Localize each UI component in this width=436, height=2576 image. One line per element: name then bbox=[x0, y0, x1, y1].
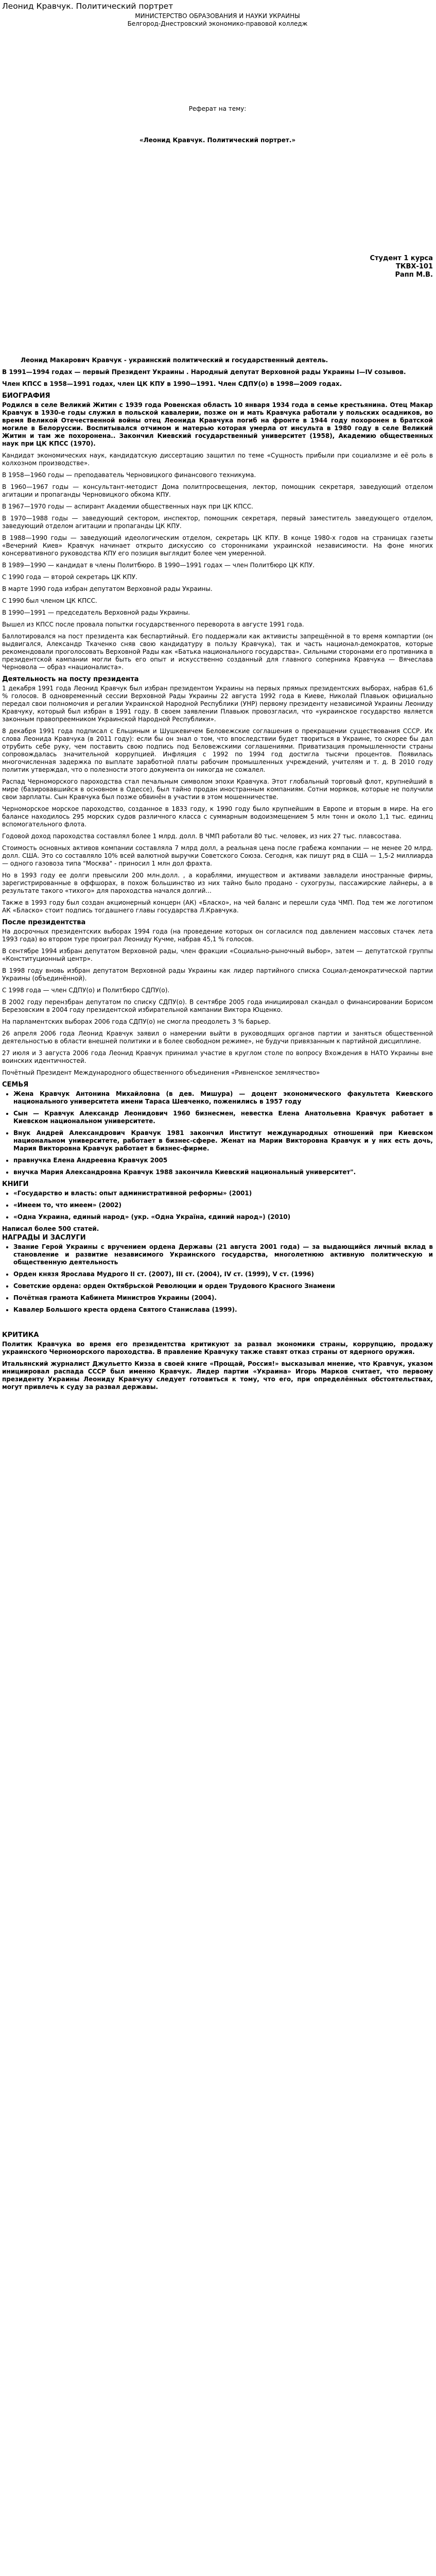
presidency-paragraph: Распад Черноморского пароходства стал печальным символом эпохи Кравчука. Этот глобальный торговый флот, крупнейший в мире (базировавшийся в основном в Одессе), был тайно продан иностранным компаниям. Сотни моряков, которые не получили свои зарплаты. Сын Кравчука был позже обвинён в участии в этом мошенничестве. bbox=[2, 778, 433, 801]
section-heading-awards: НАГРАДЫ И ЗАСЛУГИ bbox=[2, 1234, 86, 1242]
bio-paragraph: В 1988—1990 годы — заведующий идеологическим отделом, секретарь ЦК КПУ. В конце 1980-х годов на страницах газеты «Вечерний Киев» Кравчук начинает открыто дискуссию со сторонниками украинской независимости. На фоне многих консервативного руководства КПУ его позиция выглядит более чем умеренной. bbox=[2, 534, 433, 557]
bio-paragraph: В 1970—1988 годы — заведующий сектором, инспектор, помощник секретаря, первый заместитель заведующего отделом, заведующий отделом агитации и пропаганды ЦК КПУ. bbox=[2, 515, 433, 530]
presidency-paragraph: Стоимость основных активов компании составляла 7 млрд долл, а реальная цена после грабежа компании — не менее 20 млрд. долл. США. Это со составляло 10% всей валютной выручки Советского Союза. Сегодня, как пишут ряд в США — 1,5-2 миллиарда — одного газовоза типа "Москва" - приносил 1 млн дол фрахта. bbox=[2, 844, 433, 867]
document-title: Леонид Кравчук. Политический портрет bbox=[2, 2, 173, 11]
book-item: • «Имеем то, что имеем» (2002) bbox=[13, 1201, 433, 1209]
section-heading-presidency: Деятельность на посту президента bbox=[2, 675, 139, 683]
intro-paragraph: В 1991—1994 годах — первый Президент Украины . Народный депутат Верховной рады Украины I—IV созывов. bbox=[2, 368, 406, 376]
bio-paragraph: С 1990 был членом ЦК КПСС. bbox=[2, 597, 97, 604]
after-paragraph: 26 апреля 2006 года Леонид Кравчук заявил о намерении выйти в руководящих органов партии и заняться общественной деятельностью в области внешней политики и в более свободном режиме», не будучи привязанным к партийной дисциплине. bbox=[2, 1030, 433, 1045]
bio-paragraph: Кандидат экономических наук, кандидатскую диссертацию защитил по теме «Сущность прибыли при социализме и её роль в колхозном производстве». bbox=[2, 452, 433, 467]
awards-list bbox=[2, 1243, 433, 1314]
presidency-paragraph: 1 декабря 1991 года Леонид Кравчук был избран президентом Украины на первых прямых президентских выборах, набрав 61,6 % голосов. В одновременный сессии Верховной Рады Украины 22 августа 1992 года в Киеве, Николай Плавьюк официально передал свои полномочия и регалии Украинской Народной Республики (УНР) первому президенту независимой Украины Леониду Кравчуку, который был избран в 1991 году. В своем заявлении Плавьюк провозгласил, что «украинское государство является законным правопреемником Украинской Народной Республики». bbox=[2, 685, 433, 723]
bio-paragraph: Родился в селе Великий Житин с 1939 года Ровенская область 10 января 1934 года в семье крестьянина. Отец Макар Кравчук в 1930-е годы служил в польской кавалерии, позже он и мать Кравчука работали у польских осадников, во время Великой Отечественной войны отец Леонида Кравчука погиб на фронте в 1944 году похоронен в братской могиле в Белоруссии. Воспитывался отчимом и матерью которая умерла от инсульта в 1980 году в селе Великий Житин и там же похоронена.. Закончил Киевский государственный университет (1958), Академию общественных наук при ЦК КПСС (1970). bbox=[2, 401, 433, 447]
referat-label: Реферат на тему: bbox=[188, 105, 247, 112]
award-item: • Орден князя Ярослава Мудрого II ст. (2007), III ст. (2004), IV ст. (1999), V ст. (1996) bbox=[13, 1270, 433, 1278]
after-paragraph: В сентябре 1994 избран депутатом Верховной рады, член фракции «Социально-рыночный выбор», затем — депутатской группы «Конституционный центр». bbox=[2, 947, 433, 962]
section-heading-criticism: КРИТИКА bbox=[2, 1331, 39, 1339]
bio-paragraph: В 1989—1990 — кандидат в члены Политбюро. В 1990—1991 годах — член Политбюро ЦК КПУ. bbox=[2, 562, 315, 569]
bio-paragraph: С 1990 года — второй секретарь ЦК КПУ. bbox=[2, 573, 137, 581]
after-paragraph: В 1998 году вновь избран депутатом Верховной рады Украины как лидер партийного списка Социал-демократической партии Украины (объединённой). bbox=[2, 967, 433, 982]
intro-paragraph: Член КПСС в 1958—1991 годах, член ЦК КПУ в 1990—1991. Член СДПУ(о) в 1998—2009 годах. bbox=[2, 380, 342, 387]
book-item: • «Государство и власть: опыт административной реформы» (2001) bbox=[13, 1190, 433, 1197]
family-item: • внучка Мария Александровна Кравчук 1988 закончила Киевский национальный университет". bbox=[13, 1168, 433, 1176]
presidency-paragraph: Годовой доход пароходства составлял более 1 млрд. долл. В ЧМП работали 80 тыс. человек, из них 27 тыс. плавсостава. bbox=[2, 833, 402, 840]
family-item: • правнучка Елена Андреевна Кравчук 2005 bbox=[13, 1157, 433, 1164]
presidency-paragraph: Черноморское морское пароходство, созданное в 1833 году, к 1990 году было крупнейшим в Европе и вторым в мире. На его балансе находилось 295 морских судов различного класса с суммарным водоизмещением 5 млн тонн и около 1,1 тыс. единиц вспомогательного флота. bbox=[2, 805, 433, 828]
family-item: • Сын — Кравчук Александр Леонидович 1960 бизнесмен, невестка Елена Анатольевна Кравчук работает в Киевском национальном университете. bbox=[13, 1110, 433, 1125]
after-paragraph: На досрочных президентских выборах 1994 года (на проведение которых он согласился под давлением массовых стачек лета 1993 года) во втором туре проиграл Леониду Кучме, набрав 45,1 % голосов. bbox=[2, 928, 433, 943]
after-paragraph: На парламентских выборах 2006 года СДПУ(о) не смогла преодолеть 3 % барьер. bbox=[2, 1018, 271, 1025]
author-name: Рапп М.В. bbox=[395, 271, 433, 279]
referat-title: «Леонид Кравчук. Политический портрет.» bbox=[139, 137, 296, 144]
section-heading-books: КНИГИ bbox=[2, 1180, 29, 1188]
presidency-paragraph: 8 декабря 1991 года подписал с Ельциным и Шушкевичем Беловежские соглашения о прекращении существования СССР. Их слова Леонида Кравчука (в 2011 году): если бы он знал о том, что впоследствии будет твориться в Украине, то скорее бы дал отрубить себе руку, чем поставить свою подпись под Беловежскими соглашениями. Приватизация промышленности страны сопровождалась значительной коррупцией. Инфляция с 1992 по 1994 год достигла тысячи процентов. Появилась многочисленная задержка по выплате заработной платы рабочим промышленных учреждений, учителям и т. д. В 2010 году политик утверждал, что о полезности этого документа он никогда не сожалел. bbox=[2, 727, 433, 773]
college-line: Белгород-Днестровский экономико-правовой колледж bbox=[127, 20, 308, 27]
book-item: • «Одна Украина, единый народ» (укр. «Одна Україна, єдиний народ») (2010) bbox=[13, 1213, 433, 1221]
bio-paragraph: Вышел из КПСС после провала попытки государственного переворота в августе 1991 года. bbox=[2, 621, 304, 628]
award-item: • Советские ордена: орден Октябрьской Революции и орден Трудового Красного Знамени bbox=[13, 1282, 433, 1290]
presidency-paragraph: Но в 1993 году ее долги превысили 200 млн.долл. , а кораблями, имуществом и активами завладели иностранные фирмы, зарегистрированные в оффшорах, в похож большинство из них тайно было продано - сухогрузы, пассажирские лайнеры, а в результате такого «тихого» для пароходства начался долгий... bbox=[2, 872, 433, 894]
family-item: • Внук Андрей Александрович Кравчук 1981 закончил Институт международных отношений при Киевском национальном университете, работает в бизнес-сфере. Женат на Марии Викторовна Кравчук и у них есть дочь, Мария Викторовна Кравчук работает в бизнес-фирме. bbox=[13, 1129, 433, 1153]
books-footer: Написал более 500 статей. bbox=[2, 1225, 99, 1232]
author-block bbox=[2, 255, 433, 279]
family-list bbox=[2, 1090, 433, 1176]
author-course: Студент 1 курса bbox=[370, 255, 433, 262]
bio-paragraph: В 1967—1970 годы — аспирант Академии общественных наук при ЦК КПСС. bbox=[2, 503, 253, 510]
after-paragraph: В 2002 году перензбран депутатом по списку СДПУ(о). В сентябре 2005 года инициировал скандал о финансировании Борисом Березовским в 2004 году президентской избирательной кампании Виктора Ющенко. bbox=[2, 998, 433, 1013]
award-item: • Почётная грамота Кабинета Министров Украины (2004). bbox=[13, 1294, 433, 1302]
after-paragraph: 27 июля и 3 августа 2006 года Леонид Кравчук принимал участие в круглом столе по вопросу Вхождения в НАТО Украины вне воинских идентичностей. bbox=[2, 1049, 433, 1064]
section-heading-after-presidency: После президентства bbox=[2, 919, 86, 926]
section-heading-family: СЕМЬЯ bbox=[2, 1081, 29, 1089]
intro-paragraph: Леонид Макарович Кравчук - украинский политический и государственный деятель. bbox=[21, 357, 328, 364]
bio-paragraph: Баллотировался на пост президента как беспартийный. Его поддержали как активисты запрещённой в то время компартии (он выдвигался, Александр Ткаченко сняв свою кандидатуру в пользу Кравчука), так и часть национал-демократов, которые рекомендовали проголосовать Верховной Рады как «Батька национального государства». Сильными сторонами его противника в президентской кампании могли быть его опыт и искусственно созданный для главного соперника Кравчука — Вячеслава Черновола — образ «националиста». bbox=[2, 633, 433, 671]
award-item: • Кавалер Большого креста ордена Святого Станислава (1999). bbox=[13, 1306, 433, 1314]
after-paragraph: С 1998 года — член СДПУ(о) и Политбюро СДПУ(о). bbox=[2, 987, 170, 994]
award-item: • Звание Герой Украины с вручением ордена Державы (21 августа 2001 года) — за выдающийся личный вклад в становление и развитие независимого Украинского государства, многолетнюю активную политическую и общественную деятельность bbox=[13, 1243, 433, 1266]
bio-paragraph: В марте 1990 года избран депутатом Верховной рады Украины. bbox=[2, 585, 213, 592]
bio-paragraph: В 1960—1967 годы — консультант-методист Дома политпросвещения, лектор, помощник секретаря, заведующий отделом агитации и пропаганды Черновицкого обкома КПУ. bbox=[2, 483, 433, 498]
bio-paragraph: В 1958—1960 годы — преподаватель Черновицкого финансового техникума. bbox=[2, 471, 256, 479]
family-item: • Жена Кравчук Антонина Михайловна (в дев. Мишура) — доцент экономического факультета Киевского национального университета имени Тараса Шевченко, поженились в 1957 году bbox=[13, 1090, 433, 1106]
presidency-paragraph: Также в 1993 году был создан акционерный концерн (АК) «Бласко», на чей баланс и перешли суда ЧМП. Под тем же логотипом АК «Бласко» стоит подпись тогдашнего главы государства Л.Кравчука. bbox=[2, 899, 433, 914]
ministry-line: МИНИСТЕРСТВО ОБРАЗОВАНИЯ И НАУКИ УКРАИНЫ bbox=[135, 12, 300, 20]
criticism-paragraph: Политик Кравчука во время его президентства критикуют за развал экономики страны, коррупцию, продажу украинского Черноморского пароходства. В правление Кравчуку также ставят отказ страны от ядерного оружия. bbox=[2, 1341, 433, 1355]
criticism-paragraph: Итальянский журналист Джульетто Киэза в своей книге «Прощай, Россия!» высказывал мнение, что Кравчук, указом инициировал распада СССР был именно Кравчук. Лидер партии «Украина» Игорь Марков считает, что первому президенту Украины Леониду Кравчуку следует готовиться к тому, что его, при определённых обстоятельствах, могут привлечь к суду за развал державы. bbox=[2, 1360, 433, 1391]
bio-paragraph: В 1990—1991 — председатель Верховной рады Украины. bbox=[2, 609, 190, 616]
after-paragraph: Почётный Президент Международного общественного объединения «Ривненское землячество» bbox=[2, 1069, 320, 1076]
section-heading-biography: БИОГРАФИЯ bbox=[2, 392, 50, 400]
author-group: ТКВХ-101 bbox=[396, 263, 433, 270]
books-list bbox=[2, 1190, 433, 1221]
